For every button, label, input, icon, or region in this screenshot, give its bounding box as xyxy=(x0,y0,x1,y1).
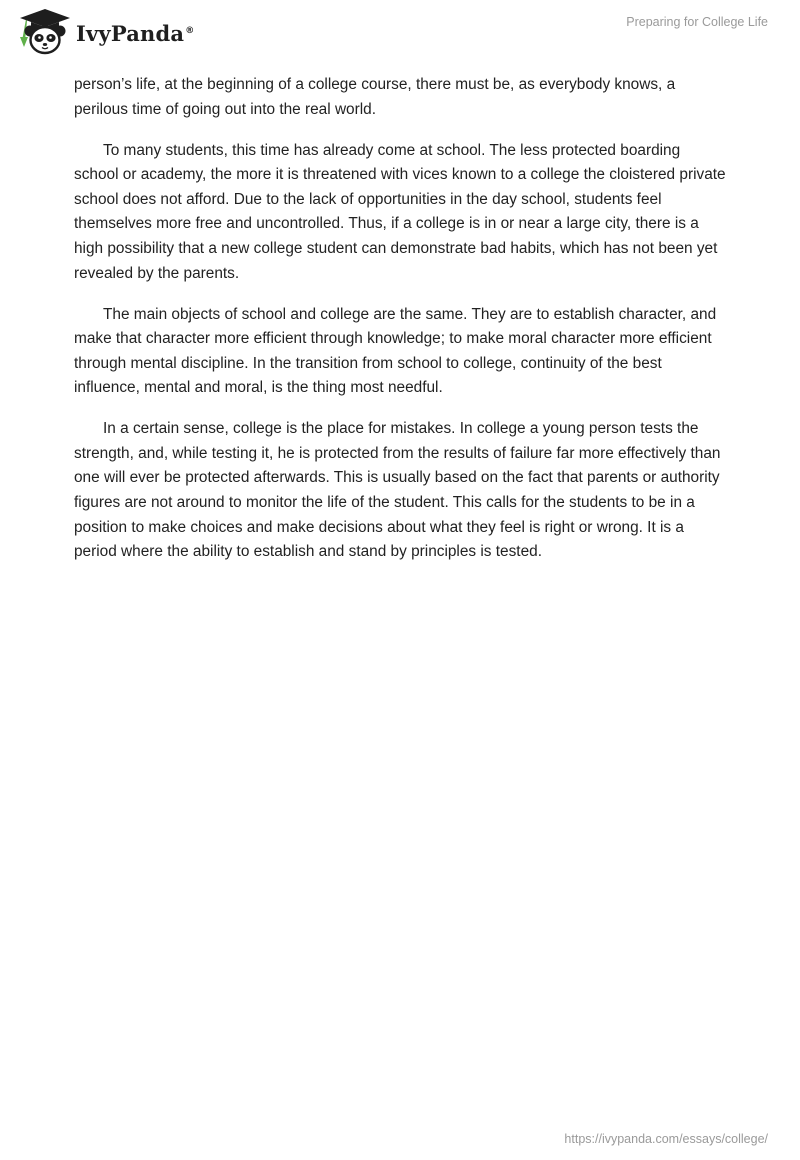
essay-body xyxy=(74,73,726,581)
brand-logo[interactable] xyxy=(16,8,194,54)
page-header xyxy=(0,0,800,60)
paragraph-continued: person’s life, at the beginning of a college course, there must be, as everybody knows, a perilous time of going out into the real world. xyxy=(74,76,676,118)
panda-graduate-icon xyxy=(16,7,74,55)
brand-name: IvyPanda® xyxy=(76,20,195,46)
document-title: Preparing for College Life xyxy=(626,15,768,29)
registered-mark: ® xyxy=(185,25,195,36)
paragraph: To many students, this time has already come at school. The less protected boarding school or academy, the more it is threatened with vices known to a college the cloistered private school does not afford. Due to the lack of opportunities in the day school, students feel themselves more free and uncontrolled. Thus, if a college is in or near a large city, there is a high possibility that a new college student can demonstrate bad habits, which has not been yet revealed by the parents. xyxy=(74,141,726,282)
paragraph: In a certain sense, college is the place for mistakes. In college a young person tests the strength, and, while testing it, he is protected from the results of failure far more effectively than one will ever be protected afterwards. This is usually based on the fact that parents or authority figures are not around to monitor the life of the student. This calls for the students to be in a position to make choices and make decisions about what they feel is right or wrong. It is a period where the ability to establish and stand by principles is tested. xyxy=(74,420,721,561)
paragraph: The main objects of school and college are the same. They are to establish character, and make that character more efficient through knowledge; to make moral character more efficient through mental discipline. In the transition from school to college, continuity of the best influence, mental and moral, is the thing most needful. xyxy=(74,305,717,397)
source-url[interactable]: https://ivypanda.com/essays/college/ xyxy=(564,1132,768,1146)
